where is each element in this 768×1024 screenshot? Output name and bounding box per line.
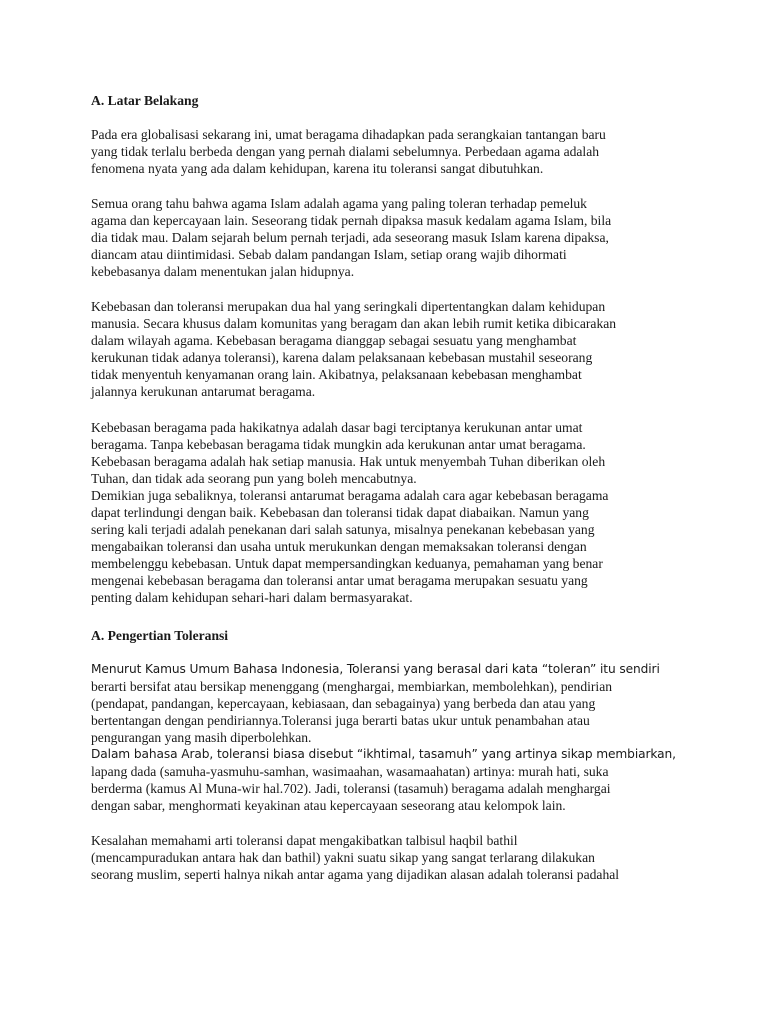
text-line: Kesalahan memahami arti toleransi dapat mengakibatkan talbisul haqbil bathil (91, 833, 518, 848)
text-line: seorang muslim, seperti halnya nikah antar agama yang dijadikan alasan adalah toleransi padahal (91, 867, 620, 882)
text-line: penting dalam kehidupan sehari-hari dalam bermasyarakat. (91, 590, 413, 605)
text-line: Pada era globalisasi sekarang ini, umat beragama dihadapkan pada serangkaian tantangan baru (91, 127, 606, 142)
text-line: Tuhan, dan tidak ada seorang pun yang boleh mencabutnya. (91, 471, 417, 486)
section-heading-pengertian-toleransi: A. Pengertian Toleransi (91, 628, 229, 643)
text-line: Dalam bahasa Arab, toleransi biasa disebut “ikhtimal, tasamuh” yang artinya sikap membiarkan, (91, 747, 676, 761)
text-line: dalam wilayah agama. Kebebasan beragama dianggap sebagai sesuatu yang menghambat (91, 333, 577, 348)
text-line: pengurangan yang masih diperbolehkan. (91, 730, 312, 745)
text-line: bertentangan dengan pendiriannya.Toleransi juga berarti batas ukur untuk penambahan atau (91, 713, 590, 728)
text-line: dia tidak mau. Dalam sejarah belum pernah terjadi, ada seseorang masuk Islam karena dipaksa, (91, 230, 609, 245)
text-line: Kebebasan dan toleransi merupakan dua hal yang seringkali dipertentangkan dalam kehidupan (91, 299, 606, 314)
text-line: kebebasanya dalam menentukan jalan hidupnya. (91, 264, 355, 279)
text-line: Semua orang tahu bahwa agama Islam adalah agama yang paling toleran terhadap pemeluk (91, 196, 587, 211)
text-line: manusia. Secara khusus dalam komunitas yang beragam dan akan lebih rumit ketika dibicarakan (91, 316, 617, 331)
text-line: membelenggu kebebasan. Untuk dapat mempersandingkan keduanya, pemahaman yang benar (91, 556, 603, 571)
text-line: dengan sabar, menghormati keyakinan atau kepercayaan seseorang atau kelompok lain. (91, 798, 566, 813)
text-line: kerukunan tidak adanya toleransi), karena dalam pelaksanaan kebebasan mustahil seseorang (91, 350, 593, 365)
text-line: (pendapat, pandangan, kepercayaan, kebiasaan, dan sebagainya) yang berbeda dan atau yang (91, 696, 596, 711)
text-line: sering kali terjadi adalah penekanan dari salah satunya, misalnya penekanan kebebasan yang (91, 522, 595, 537)
text-line: mengabaikan toleransi dan usaha untuk merukunkan dengan memaksakan toleransi dengan (91, 539, 587, 554)
text-line: diancam atau diintimidasi. Sebab dalam pandangan Islam, setiap orang wajib dihormati (91, 247, 567, 262)
text-line: Demikian juga sebaliknya, toleransi antarumat beragama adalah cara agar kebebasan beragama (91, 488, 609, 503)
text-line: dapat terlindungi dengan baik. Kebebasan dan toleransi tidak dapat diabaikan. Namun yang (91, 505, 589, 520)
text-line: (mencampuradukan antara hak dan bathil) yakni suatu sikap yang sangat terlarang dilakukan (91, 850, 595, 865)
text-line: Menurut Kamus Umum Bahasa Indonesia, Toleransi yang berasal dari kata “toleran” itu sendiri (91, 662, 660, 676)
text-line: berderma (kamus Al Muna-wir hal.702). Jadi, toleransi (tasamuh) beragama adalah menghargai (91, 781, 611, 796)
text-line: beragama. Tanpa kebebasan beragama tidak mungkin ada kerukunan antar umat beragama. (91, 437, 586, 452)
text-line: berarti bersifat atau bersikap menenggang (menghargai, membiarkan, membolehkan), pendirian (91, 679, 613, 694)
section-heading-latar-belakang: A. Latar Belakang (91, 93, 199, 108)
text-line: agama dan kepercayaan lain. Seseorang tidak pernah dipaksa masuk kedalam agama Islam, bila (91, 213, 612, 228)
text-line: fenomena nyata yang ada dalam kehidupan, karena itu toleransi sangat dibutuhkan. (91, 161, 544, 176)
text-line: lapang dada (samuha-yasmuhu-samhan, wasimaahan, wasamaahatan) artinya: murah hati, suka (91, 764, 609, 779)
text-line: yang tidak terlalu berbeda dengan yang pernah dialami sebelumnya. Perbedaan agama adalah (91, 144, 600, 159)
text-line: jalannya kerukunan antarumat beragama. (91, 384, 316, 399)
text-line: Kebebasan beragama pada hakikatnya adalah dasar bagi terciptanya kerukunan antar umat (91, 420, 583, 435)
text-line: tidak menyentuh kenyamanan orang lain. Akibatnya, pelaksanaan kebebasan menghambat (91, 367, 582, 382)
text-line: mengenai kebebasan beragama dan toleransi antar umat beragama merupakan sesuatu yang (91, 573, 588, 588)
text-line: Kebebasan beragama adalah hak setiap manusia. Hak untuk menyembah Tuhan diberikan oleh (91, 454, 606, 469)
